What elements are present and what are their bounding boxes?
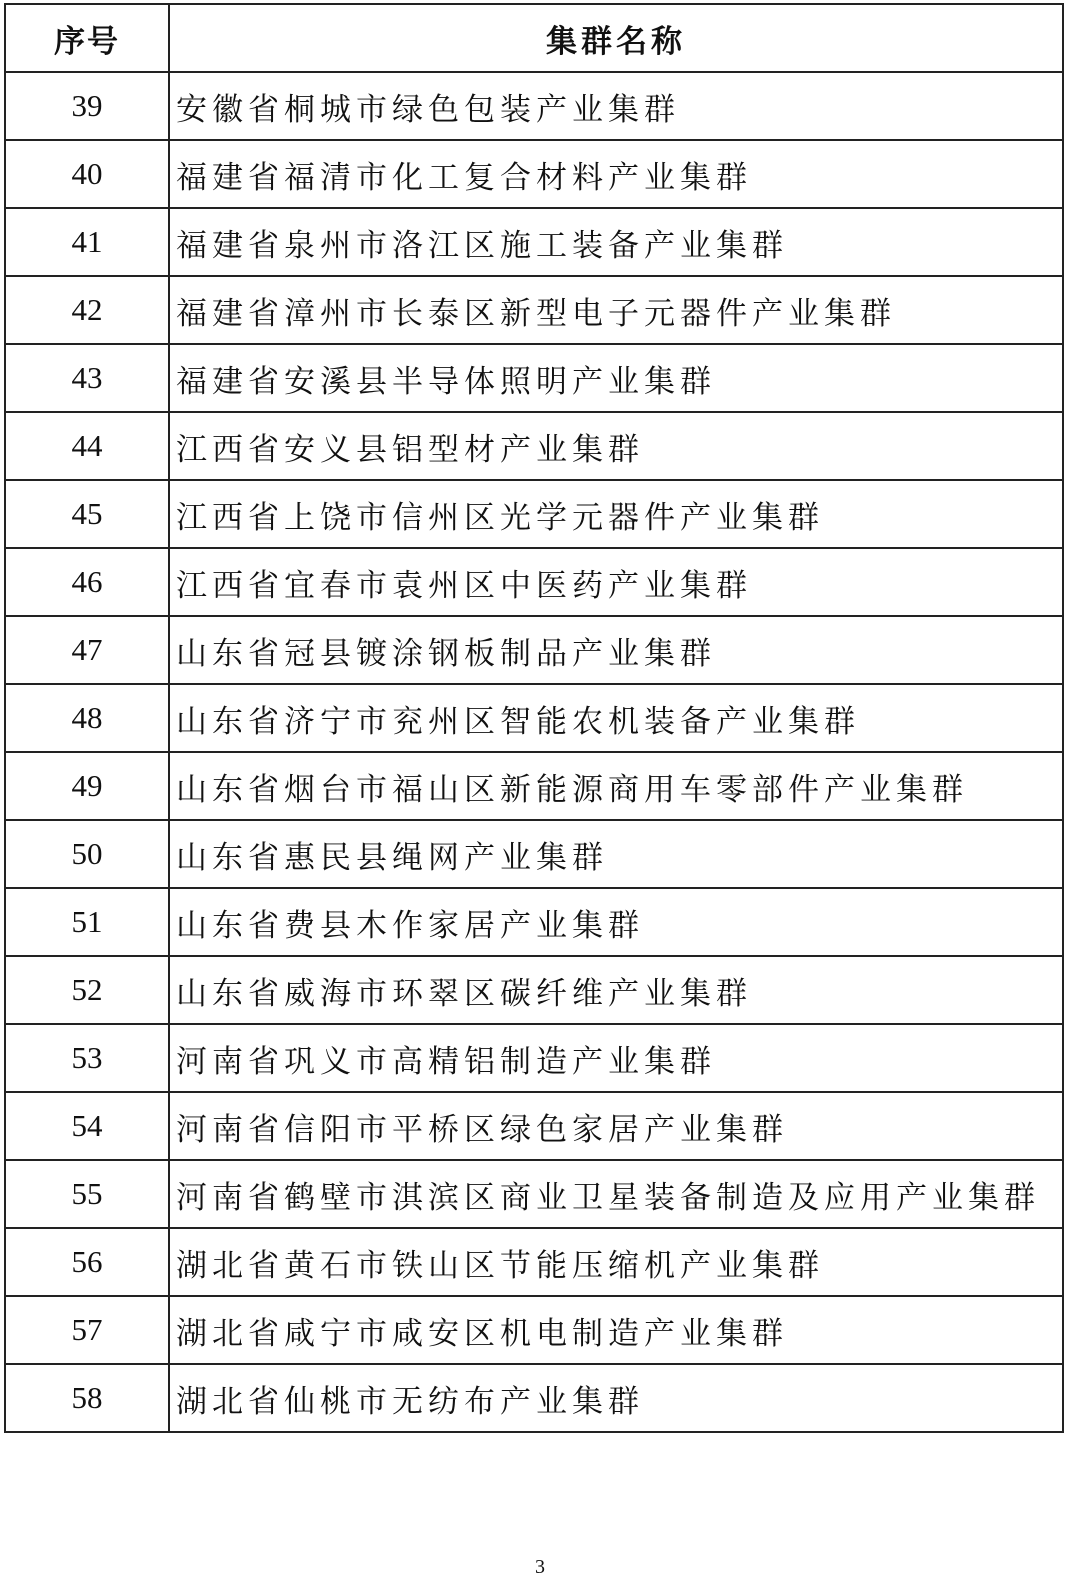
- cluster-name-cell: 安徽省桐城市绿色包装产业集群: [169, 72, 1063, 140]
- table-row: [5, 276, 1063, 344]
- row-number-cell: 40: [5, 140, 169, 208]
- table-row: [5, 412, 1063, 480]
- table-row: [5, 1160, 1063, 1228]
- table-row: [5, 140, 1063, 208]
- cluster-name-cell: 福建省福清市化工复合材料产业集群: [169, 140, 1063, 208]
- header-number: 序号: [5, 4, 169, 72]
- row-number-cell: 48: [5, 684, 169, 752]
- cluster-table: [4, 3, 1064, 1433]
- table-row: [5, 1228, 1063, 1296]
- row-number-cell: 39: [5, 72, 169, 140]
- row-number-cell: 44: [5, 412, 169, 480]
- row-number-cell: 54: [5, 1092, 169, 1160]
- table-row: [5, 72, 1063, 140]
- cluster-name-cell: 山东省惠民县绳网产业集群: [169, 820, 1063, 888]
- row-number-cell: 50: [5, 820, 169, 888]
- cluster-name-cell: 河南省信阳市平桥区绿色家居产业集群: [169, 1092, 1063, 1160]
- row-number-cell: 45: [5, 480, 169, 548]
- table-row: [5, 820, 1063, 888]
- cluster-name-cell: 福建省漳州市长泰区新型电子元器件产业集群: [169, 276, 1063, 344]
- cluster-name-cell: 湖北省仙桃市无纺布产业集群: [169, 1364, 1063, 1432]
- row-number-cell: 43: [5, 344, 169, 412]
- row-number-cell: 56: [5, 1228, 169, 1296]
- cluster-name-cell: 山东省济宁市兖州区智能农机装备产业集群: [169, 684, 1063, 752]
- header-name: 集群名称: [169, 4, 1063, 72]
- row-number-cell: 51: [5, 888, 169, 956]
- row-number-cell: 47: [5, 616, 169, 684]
- row-number-cell: 57: [5, 1296, 169, 1364]
- cluster-name-cell: 江西省安义县铝型材产业集群: [169, 412, 1063, 480]
- table-row: [5, 888, 1063, 956]
- table-body: [5, 72, 1063, 1432]
- table-row: [5, 956, 1063, 1024]
- row-number-cell: 49: [5, 752, 169, 820]
- cluster-name-cell: 福建省安溪县半导体照明产业集群: [169, 344, 1063, 412]
- table-row: [5, 1296, 1063, 1364]
- row-number-cell: 58: [5, 1364, 169, 1432]
- cluster-name-cell: 江西省宜春市袁州区中医药产业集群: [169, 548, 1063, 616]
- cluster-name-cell: 河南省鹤壁市淇滨区商业卫星装备制造及应用产业集群: [169, 1160, 1063, 1228]
- table-row: [5, 548, 1063, 616]
- cluster-name-cell: 山东省威海市环翠区碳纤维产业集群: [169, 956, 1063, 1024]
- row-number-cell: 46: [5, 548, 169, 616]
- table-row: [5, 480, 1063, 548]
- row-number-cell: 41: [5, 208, 169, 276]
- table-header-row: [5, 4, 1063, 72]
- row-number-cell: 52: [5, 956, 169, 1024]
- table-row: [5, 208, 1063, 276]
- cluster-name-cell: 山东省冠县镀涂钢板制品产业集群: [169, 616, 1063, 684]
- table-row: [5, 684, 1063, 752]
- cluster-name-cell: 湖北省咸宁市咸安区机电制造产业集群: [169, 1296, 1063, 1364]
- table-row: [5, 344, 1063, 412]
- page-number: 3: [535, 1556, 545, 1578]
- table-row: [5, 752, 1063, 820]
- table-row: [5, 1092, 1063, 1160]
- row-number-cell: 53: [5, 1024, 169, 1092]
- cluster-name-cell: 湖北省黄石市铁山区节能压缩机产业集群: [169, 1228, 1063, 1296]
- cluster-name-cell: 山东省费县木作家居产业集群: [169, 888, 1063, 956]
- row-number-cell: 55: [5, 1160, 169, 1228]
- cluster-name-cell: 福建省泉州市洛江区施工装备产业集群: [169, 208, 1063, 276]
- cluster-name-cell: 江西省上饶市信州区光学元器件产业集群: [169, 480, 1063, 548]
- table-row: [5, 616, 1063, 684]
- table-row: [5, 1364, 1063, 1432]
- cluster-name-cell: 山东省烟台市福山区新能源商用车零部件产业集群: [169, 752, 1063, 820]
- table-row: [5, 1024, 1063, 1092]
- row-number-cell: 42: [5, 276, 169, 344]
- cluster-name-cell: 河南省巩义市高精铝制造产业集群: [169, 1024, 1063, 1092]
